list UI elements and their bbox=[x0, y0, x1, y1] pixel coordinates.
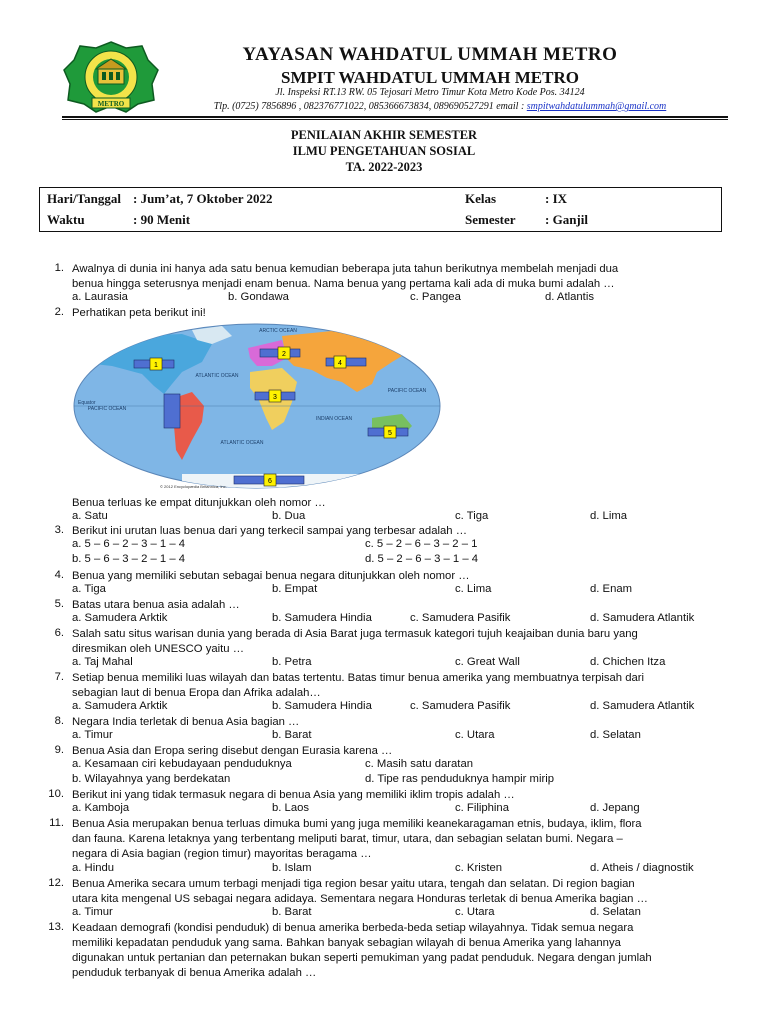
map-label-pacific-west: PACIFIC OCEAN bbox=[87, 406, 127, 412]
answer-option[interactable]: b. Samudera Hindia bbox=[272, 700, 372, 712]
question-text-line: Setiap benua memiliki luas wilayah dan batas tertentu. Batas timur benua amerika yang membuatnya terpisah dari bbox=[72, 672, 645, 684]
answer-option[interactable]: a. Hindu bbox=[72, 862, 115, 874]
map-marker-5 bbox=[368, 426, 408, 438]
answer-option[interactable]: a. Samudera Arktik bbox=[72, 700, 168, 712]
answer-option[interactable]: c. Great Wall bbox=[455, 656, 520, 668]
email-link[interactable]: smpitwahdatulummah@gmail.com bbox=[526, 101, 667, 112]
question-text-line: diresmikan oleh UNESCO yaitu … bbox=[72, 643, 245, 655]
school-contact bbox=[150, 101, 730, 112]
question-text-line: Benua yang memiliki sebutan sebagai benua negara ditunjukkan oleh nomor … bbox=[72, 570, 470, 582]
map-marker-1-number: 1 bbox=[154, 362, 158, 369]
question-text-line: negara di Asia bagian (region timur) mayoritas beragama … bbox=[72, 848, 372, 860]
map-marker-6-number: 6 bbox=[268, 478, 272, 485]
answer-option[interactable]: a. Tiga bbox=[72, 583, 106, 595]
question-text-line: benua hingga seterusnya menjadi enam benua. Nama benua yang pertama kali ada di muka bumi adalah … bbox=[72, 278, 615, 290]
header-rule-thin bbox=[62, 119, 728, 120]
map-america-bar bbox=[164, 394, 180, 428]
answer-option[interactable]: d. Selatan bbox=[590, 906, 641, 918]
map-marker-2-number: 2 bbox=[282, 351, 286, 358]
answer-option[interactable]: a. Taj Mahal bbox=[72, 656, 133, 668]
question-number: 9. bbox=[54, 744, 64, 756]
question-text-line: sebagian laut di benua Eropa dan Afrika adalah… bbox=[72, 687, 321, 699]
day-label: Hari/Tanggal bbox=[47, 191, 121, 206]
answer-option[interactable]: a. Timur bbox=[72, 729, 113, 741]
question-number: 3. bbox=[54, 524, 64, 536]
contact-phones: Tlp. (0725) 7856896 , 082376771022, 085366673834, 089690527291 email : bbox=[213, 101, 527, 112]
question-text-line: Berikut ini yang tidak termasuk negara di benua Asia yang memiliki iklim tropis adalah … bbox=[72, 789, 515, 801]
question-text-line: dan fauna. Karena letaknya yang terbentang meliputi barat, timur, utara, dan sebagian selatan bumi. Negara – bbox=[72, 833, 623, 845]
answer-option[interactable]: b. Petra bbox=[272, 656, 312, 668]
answer-option[interactable]: b. Empat bbox=[272, 583, 318, 595]
answer-option[interactable]: d. Samudera Atlantik bbox=[590, 612, 695, 624]
day-value: : Jum’at, 7 Oktober 2022 bbox=[133, 191, 273, 206]
question-number: 4. bbox=[54, 569, 64, 581]
map-marker-4-number: 4 bbox=[338, 360, 342, 367]
answer-option[interactable]: a. Samudera Arktik bbox=[72, 612, 168, 624]
answer-option[interactable]: c. Utara bbox=[455, 906, 495, 918]
answer-option[interactable]: d. Lima bbox=[590, 510, 628, 522]
question-text-line: Benua Asia merupakan benua terluas dimuka bumi yang juga memiliki keanekaragaman etnis, budaya, iklim, flora bbox=[72, 818, 642, 830]
exam-year: TA. 2022-2023 bbox=[345, 160, 423, 174]
world-map-image bbox=[72, 322, 442, 490]
school-address: Jl. Inspeksi RT.13 RW. 05 Tejosari Metro Timur Kota Metro Kode Pos. 34124 bbox=[275, 87, 585, 98]
answer-option[interactable]: b. Islam bbox=[272, 862, 312, 874]
question-text-line: penduduk terbanyak di benua Amerika adalah … bbox=[72, 967, 317, 979]
answer-option[interactable]: c. Masih satu daratan bbox=[365, 758, 474, 770]
question-text-line: Negara India terletak di benua Asia bagian … bbox=[72, 716, 300, 728]
map-label-indian: INDIAN OCEAN bbox=[315, 416, 353, 422]
map-credit: © 2012 Encyclopædia Britannica, Inc. bbox=[160, 484, 227, 489]
answer-option[interactable]: b. Barat bbox=[272, 906, 312, 918]
map-marker-3-number: 3 bbox=[273, 394, 277, 401]
question-text-line: Perhatikan peta berikut ini! bbox=[72, 307, 206, 319]
question-text-line: Benua Amerika secara umum terbagi menjadi tiga region besar yaitu utara, tengah dan selatan. Di region bagian bbox=[72, 878, 635, 890]
question-text-line: Berikut ini urutan luas benua dari yang terkecil sampai yang terbesar adalah … bbox=[72, 525, 467, 537]
question-number: 2. bbox=[54, 306, 64, 318]
answer-option[interactable]: c. Lima bbox=[455, 583, 492, 595]
question-text-line: memiliki kepadatan penduduk yang sama. Bahkan banyak sebagian wilayah di benua Amerika yang lahannya bbox=[72, 937, 621, 949]
exam-subject: ILMU PENGETAHUAN SOSIAL bbox=[292, 144, 476, 158]
question-text-line: utara kita mengenal US sebagai negara adidaya. Sementara negara Honduras terletak di benua Amerika bagian … bbox=[72, 893, 648, 905]
time-value: : 90 Menit bbox=[133, 212, 191, 227]
answer-option[interactable]: d. Samudera Atlantik bbox=[590, 700, 695, 712]
question-number: 12. bbox=[48, 877, 64, 889]
map-marker-1 bbox=[134, 358, 174, 370]
answer-option[interactable]: a. Kamboja bbox=[72, 802, 130, 814]
answer-option[interactable]: d. Chichen Itza bbox=[590, 656, 666, 668]
answer-option[interactable]: a. Laurasia bbox=[72, 291, 128, 303]
answer-option[interactable]: d. Selatan bbox=[590, 729, 641, 741]
map-marker-5-number: 5 bbox=[388, 430, 392, 437]
answer-option[interactable]: b. Gondawa bbox=[228, 291, 289, 303]
foundation-name: YAYASAN WAHDATUL UMMAH METRO bbox=[242, 44, 618, 65]
semester-value: : Ganjil bbox=[545, 212, 588, 227]
map-label-atlantic-south: ATLANTIC OCEAN bbox=[220, 440, 264, 446]
class-label: Kelas bbox=[465, 191, 497, 206]
answer-option[interactable]: b. Wilayahnya yang berdekatan bbox=[72, 773, 231, 785]
header-rule-thick bbox=[62, 116, 728, 118]
class-value: : IX bbox=[545, 191, 568, 206]
question-number: 7. bbox=[54, 671, 64, 683]
time-label: Waktu bbox=[47, 212, 85, 227]
map-label-pacific-east: PACIFIC OCEAN bbox=[387, 388, 427, 394]
question-number: 13. bbox=[48, 921, 64, 933]
question-number: 8. bbox=[54, 715, 64, 727]
school-logo bbox=[62, 40, 160, 114]
answer-option[interactable]: a. Kesamaan ciri kebudayaan penduduknya bbox=[72, 758, 292, 770]
question-number: 1. bbox=[54, 262, 64, 274]
answer-option[interactable]: d. Atlantis bbox=[545, 291, 594, 303]
question-number: 5. bbox=[54, 598, 64, 610]
answer-option[interactable]: c. Samudera Pasifik bbox=[410, 612, 511, 624]
question-followup-text: Benua terluas ke empat ditunjukkan oleh nomor … bbox=[72, 497, 326, 509]
answer-option[interactable]: a. 5 – 6 – 2 – 3 – 1 – 4 bbox=[72, 538, 186, 550]
answer-option[interactable]: a. Timur bbox=[72, 906, 113, 918]
answer-option[interactable]: d. Atheis / diagnostik bbox=[590, 862, 694, 874]
map-marker-2 bbox=[260, 347, 300, 359]
answer-option[interactable]: d. Jepang bbox=[590, 802, 640, 814]
answer-option[interactable]: d. Enam bbox=[590, 583, 633, 595]
answer-option[interactable]: b. Barat bbox=[272, 729, 312, 741]
map-marker-3 bbox=[255, 390, 295, 402]
answer-option[interactable]: c. Pangea bbox=[410, 291, 461, 303]
question-text-line: Batas utara benua asia adalah … bbox=[72, 599, 240, 611]
question-number: 11. bbox=[49, 817, 64, 829]
exam-title: PENILAIAN AKHIR SEMESTER bbox=[290, 128, 478, 142]
question-number: 10. bbox=[48, 788, 64, 800]
logo-metro-text: METRO bbox=[97, 100, 125, 108]
answer-option[interactable]: c. Kristen bbox=[455, 862, 503, 874]
map-label-arctic: ARCTIC OCEAN bbox=[259, 328, 297, 334]
answer-option[interactable]: b. Dua bbox=[272, 510, 306, 522]
answer-option[interactable]: b. Laos bbox=[272, 802, 310, 814]
question-text-line: digunakan untuk pertanian dan peternakan bukan seperti pemukiman yang padat penduduk. Negara dengan jumlah bbox=[72, 952, 652, 964]
question-text-line: Keadaan demografi (kondisi penduduk) di benua amerika berbeda-beda setiap wilayahnya. Tidak semua negara bbox=[72, 922, 634, 934]
answer-option[interactable]: d. Tipe ras penduduknya hampir mirip bbox=[365, 773, 555, 785]
semester-label: Semester bbox=[465, 212, 516, 227]
answer-option[interactable]: c. Filiphina bbox=[455, 802, 509, 814]
map-label-equator: Equator bbox=[78, 400, 96, 406]
answer-option[interactable]: b. 5 – 6 – 3 – 2 – 1 – 4 bbox=[72, 553, 186, 565]
school-name: SMPIT WAHDATUL UMMAH METRO bbox=[281, 68, 579, 87]
answer-option[interactable]: c. 5 – 2 – 6 – 3 – 2 – 1 bbox=[365, 538, 478, 550]
answer-option[interactable]: d. 5 – 2 – 6 – 3 – 1 – 4 bbox=[365, 553, 479, 565]
question-text-line: Salah satu situs warisan dunia yang berada di Asia Barat juga termasuk kategori tujuh keajaiban dunia baru yang bbox=[72, 628, 638, 640]
answer-option[interactable]: a. Satu bbox=[72, 510, 108, 522]
question-text-line: Benua Asia dan Eropa sering disebut dengan Eurasia karena … bbox=[72, 745, 393, 757]
question-text-line: Awalnya di dunia ini hanya ada satu benua kemudian beberapa juta tahun berikutnya membelah menjadi dua bbox=[72, 263, 619, 275]
question-number: 6. bbox=[54, 627, 64, 639]
map-marker-6 bbox=[234, 474, 304, 486]
map-marker-4 bbox=[326, 356, 366, 368]
map-label-atlantic-north: ATLANTIC OCEAN bbox=[195, 373, 239, 379]
answer-option[interactable]: c. Utara bbox=[455, 729, 495, 741]
answer-option[interactable]: c. Samudera Pasifik bbox=[410, 700, 511, 712]
answer-option[interactable]: b. Samudera Hindia bbox=[272, 612, 372, 624]
answer-option[interactable]: c. Tiga bbox=[455, 510, 489, 522]
